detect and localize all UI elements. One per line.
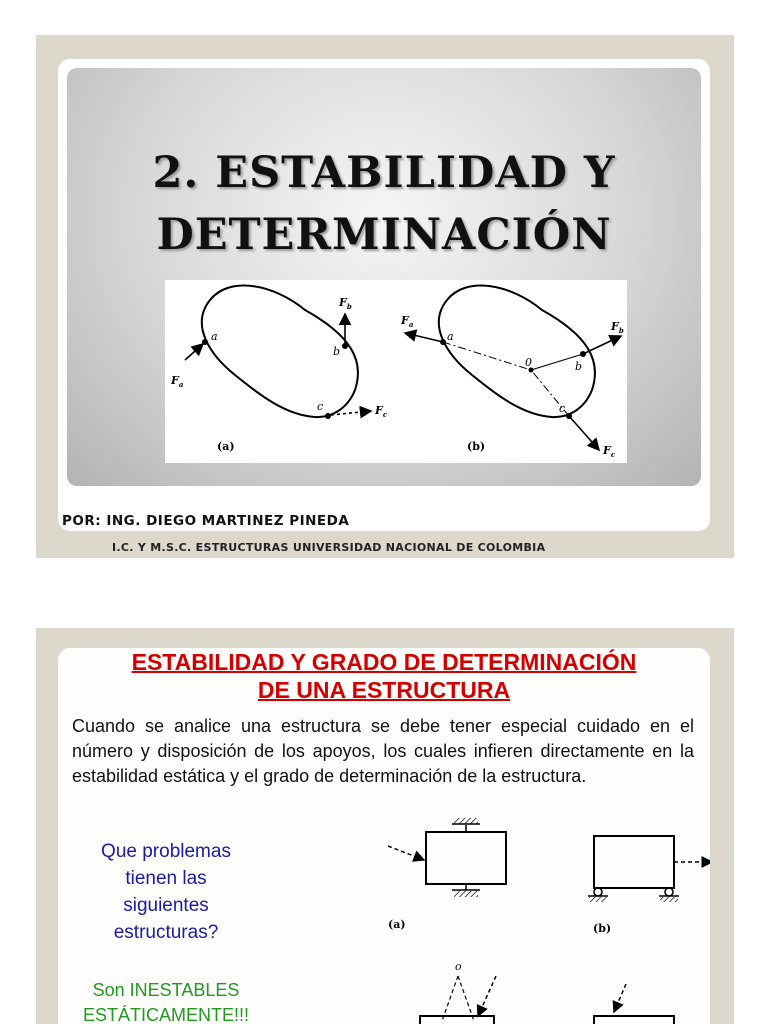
label-fb-b: $F_b$ xyxy=(611,320,624,335)
question-line: tienen las xyxy=(125,868,207,889)
structure-d xyxy=(594,984,674,1024)
force-arrow-fb-b xyxy=(583,336,621,354)
label-c: c xyxy=(317,400,324,413)
slide-title-line2: DETERMINACIÓN xyxy=(156,210,612,260)
structure-a xyxy=(388,818,506,931)
heading-text-2: DE UNA ESTRUCTURA xyxy=(257,677,511,703)
caption-b: (b) xyxy=(467,440,486,453)
rigid-body-diagram xyxy=(165,280,627,463)
point-c-dot xyxy=(325,413,331,419)
caption-a: (a) xyxy=(217,440,235,453)
heading-text-1: ESTABILIDAD Y GRADO DE DETERMINACIÓN xyxy=(131,649,637,675)
title-card xyxy=(58,59,710,531)
label-b: b xyxy=(333,345,341,358)
structure-diagrams-svg xyxy=(308,816,710,1024)
structure-c xyxy=(420,960,496,1024)
intro-paragraph: Cuando se analice una estructura se debe tener especial cuidado en el número y disposición de los apoyos, los cuales infieren directamente en la estabilidad estática y el grado de determinación de la estructura. xyxy=(72,716,694,786)
content-slide xyxy=(36,628,734,1024)
title-slide xyxy=(36,35,734,558)
slide-heading-line1 xyxy=(58,649,710,676)
label-b-b: b xyxy=(575,360,583,373)
structure-b xyxy=(588,836,710,935)
structure-diagrams xyxy=(308,816,710,1024)
question-line: Que problemas xyxy=(101,841,231,862)
affiliation-line: I.C. Y M.S.C. ESTRUCTURAS UNIVERSIDAD NACIONAL DE COLOMBIA xyxy=(112,541,546,554)
label-fa-b: $F_a$ xyxy=(401,314,414,329)
answer-line: ESTÁTICAMENTE!!! xyxy=(82,1005,250,1025)
label-o-struct: o xyxy=(455,960,462,973)
label-a: a xyxy=(211,330,218,343)
slide-heading-line2 xyxy=(58,677,710,704)
content-card xyxy=(58,648,710,1024)
label-c-b: c xyxy=(559,402,566,415)
force-arrow-fa-a xyxy=(185,344,203,360)
question-line: estructuras? xyxy=(113,922,219,943)
label-fb: $F_b$ xyxy=(339,296,352,311)
rigid-body-figure xyxy=(165,280,627,463)
force-arrow-fc-b xyxy=(569,416,599,450)
author-line: POR: ING. DIEGO MARTINEZ PINEDA xyxy=(62,513,350,529)
caption-struct-b: (b) xyxy=(593,922,612,935)
answer-text xyxy=(66,978,266,1028)
title-panel xyxy=(67,68,701,486)
body-outline-b xyxy=(439,286,595,418)
force-arrow-fa-b xyxy=(405,333,443,342)
question-text xyxy=(66,838,266,946)
label-fc: $F_c$ xyxy=(375,404,388,419)
slide-title-line1: 2. ESTABILIDAD Y xyxy=(152,148,616,198)
label-fc-b: $F_c$ xyxy=(603,444,616,459)
caption-struct-a: (a) xyxy=(388,918,406,931)
label-o: 0 xyxy=(525,356,532,369)
label-a-b: a xyxy=(447,330,454,343)
label-fa: $F_a$ xyxy=(171,374,184,389)
line-of-action-a xyxy=(443,342,531,370)
question-line: siguientes xyxy=(123,895,209,916)
answer-line: Son INESTABLES xyxy=(92,980,240,1000)
